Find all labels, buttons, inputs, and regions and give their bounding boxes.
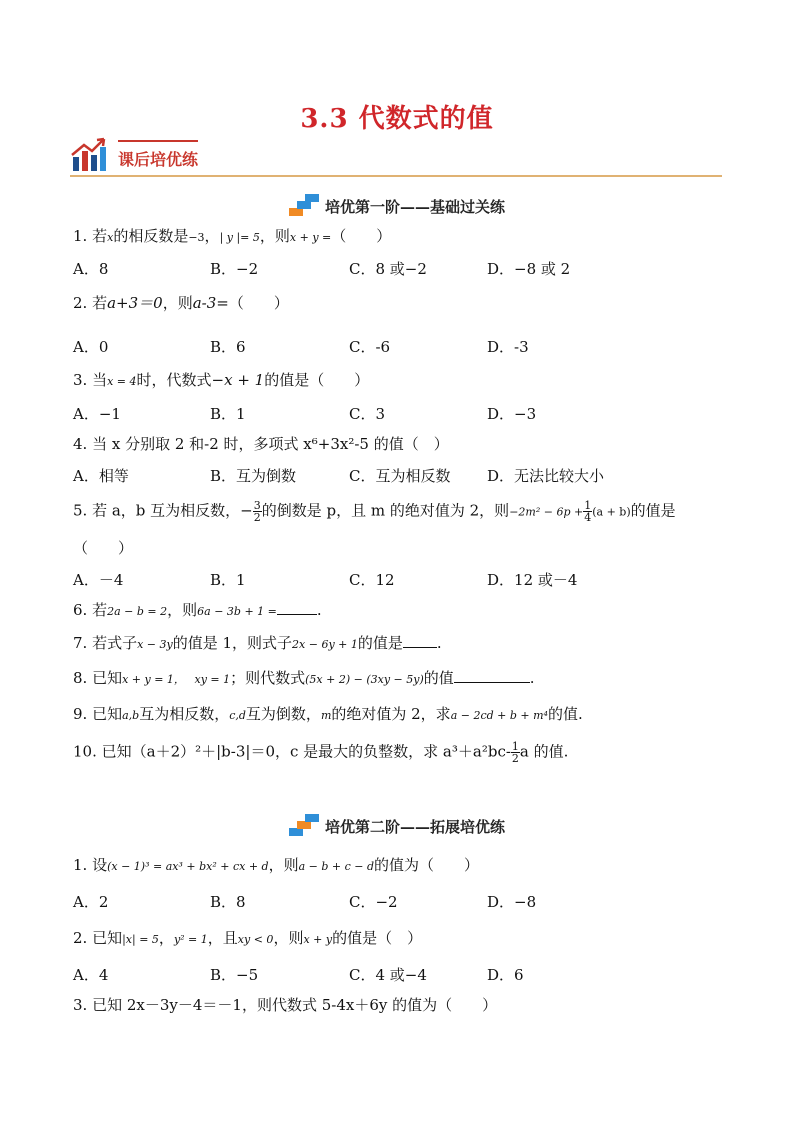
- s1-q9: 9. 已知a,b互为相反数，c,d互为倒数，m的绝对值为 2，求a − 2cd + b + m⁴的值.: [73, 705, 583, 723]
- s1-q8: 8. 已知x + y = 1， xy = 1；则代数式(5x + 2) − (3xy − 5y)的值 .: [73, 669, 535, 687]
- s1-q5-options: [0, 569, 794, 589]
- option-d[interactable]: D．6: [487, 966, 524, 984]
- option-a[interactable]: A．0: [73, 338, 109, 356]
- s1-q5: 5. 若 a，b 互为相反数，− $\frac{3}{2}$ 的倒数是 p，且 m 的绝对值为 2，则−2m² − 6p + $\frac{1}{4}$ (a + b)的值是: [73, 499, 676, 524]
- s1-q3: 3. 当x = 4时，代数式−x + 1的值是（ ）: [73, 371, 370, 389]
- s2-q1-options: [0, 891, 794, 911]
- option-b[interactable]: B．8: [210, 893, 246, 911]
- option-d[interactable]: D．无法比较大小: [487, 467, 605, 485]
- option-b[interactable]: B．6: [210, 338, 246, 356]
- s1-q1-options: [0, 258, 794, 278]
- option-b[interactable]: B．1: [210, 405, 246, 423]
- fraction: $\frac{3}{2}$: [253, 499, 261, 524]
- option-b[interactable]: B．−2: [210, 260, 259, 278]
- option-c[interactable]: C．4 或−4: [349, 966, 427, 984]
- header-accent-line: [118, 140, 198, 142]
- option-b[interactable]: B．互为倒数: [210, 467, 297, 485]
- option-d[interactable]: D．−8: [487, 893, 537, 911]
- s2-q1: 1. 设(x − 1)³ = ax³ + bx² + cx + d，则a − b + c − d的值为（ ）: [73, 856, 480, 874]
- s2-q2: 2. 已知|x| = 5，y² = 1，且xy < 0，则x + y的值是（ ）: [73, 929, 423, 947]
- option-c[interactable]: C．-6: [349, 338, 391, 356]
- s1-q7: 7. 若式子x − 3y的值是 1，则式子2x − 6y + 1的值是 .: [73, 634, 442, 652]
- s1-q2: 2. 若a+3＝0，则a-3=（ ）: [73, 294, 289, 312]
- option-c[interactable]: C．8 或−2: [349, 260, 427, 278]
- option-a[interactable]: A．4: [73, 966, 109, 984]
- s1-q10: 10. 已知（a＋2）²＋|b-3|＝0，c 是最大的负整数，求 a³＋a²bc- $\frac{1}{2}$ a 的值.: [73, 740, 569, 765]
- option-d[interactable]: D．−8 或 2: [487, 260, 571, 278]
- section-header-label: 课后培优练: [118, 150, 199, 169]
- stairs-icon: [289, 812, 321, 838]
- s1-q1: 1. 若x的相反数是−3，| y |= 5，则x + y =（ ）: [73, 227, 392, 245]
- s1-q4-options: [0, 465, 794, 485]
- s2-q3: 3. 已知 2x－3y－4＝－1，则代数式 5-4x＋6y 的值为（ ）: [73, 996, 498, 1014]
- option-a[interactable]: A．2: [73, 893, 109, 911]
- option-a[interactable]: A．−1: [73, 405, 121, 423]
- answer-blank[interactable]: [403, 633, 437, 648]
- s1-q4: 4. 当 x 分别取 2 和-2 时，多项式 x⁶+3x²-5 的值（ ）: [73, 435, 449, 453]
- option-c[interactable]: C．12: [349, 571, 395, 589]
- s2-q2-options: [0, 964, 794, 984]
- option-a[interactable]: A．－4: [73, 571, 124, 589]
- s1-q3-options: [0, 403, 794, 423]
- fraction: $\frac{1}{4}$: [584, 499, 592, 524]
- chart-growth-icon: [70, 135, 110, 173]
- option-b[interactable]: B．−5: [210, 966, 259, 984]
- header-divider: [70, 175, 722, 177]
- answer-blank[interactable]: [277, 600, 317, 615]
- stairs-icon: [289, 192, 321, 218]
- page-title: 3.3 代数式的值: [300, 104, 494, 134]
- answer-blank[interactable]: [454, 668, 530, 683]
- fraction: $\frac{1}{2}$: [511, 740, 519, 765]
- option-d[interactable]: D．−3: [487, 405, 537, 423]
- option-a[interactable]: A．8: [73, 260, 109, 278]
- option-c[interactable]: C．互为相反数: [349, 467, 451, 485]
- s1-q2-options: [0, 336, 794, 356]
- stage1-title: [0, 192, 794, 218]
- option-c[interactable]: C．−2: [349, 893, 398, 911]
- stage2-title: [0, 812, 794, 838]
- s1-q6: 6. 若2a − b = 2，则6a − 3b + 1 = .: [73, 601, 322, 619]
- stage2-title-text: 培优第二阶——拓展培优练: [324, 818, 505, 836]
- option-d[interactable]: D．-3: [487, 338, 529, 356]
- option-b[interactable]: B．1: [210, 571, 246, 589]
- stage1-title-text: 培优第一阶——基础过关练: [324, 198, 505, 216]
- option-d[interactable]: D．12 或－4: [487, 571, 578, 589]
- option-c[interactable]: C．3: [349, 405, 386, 423]
- option-a[interactable]: A．相等: [73, 467, 129, 485]
- s1-q5-paren: （ ）: [73, 539, 134, 557]
